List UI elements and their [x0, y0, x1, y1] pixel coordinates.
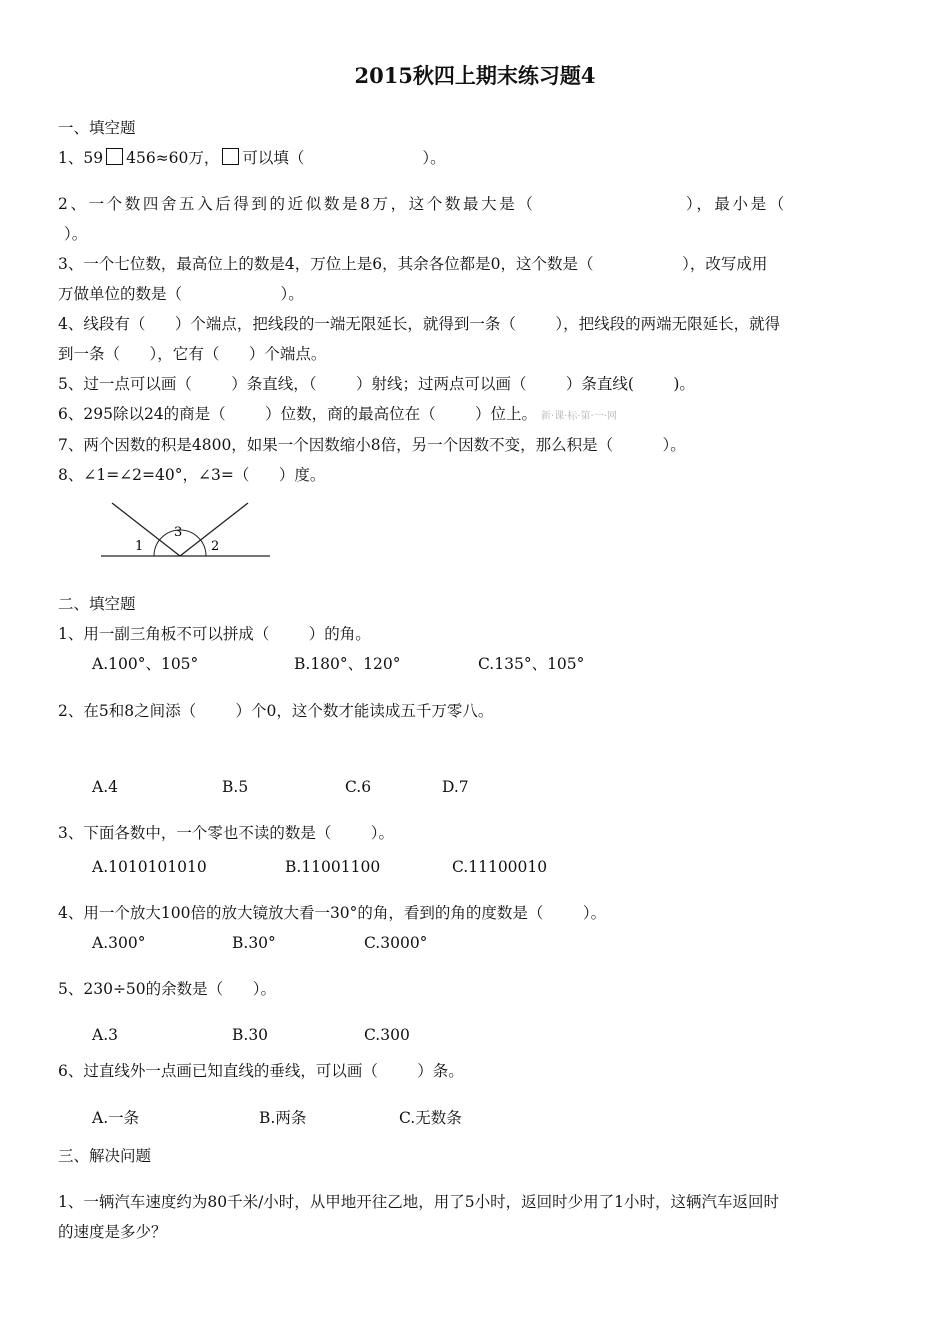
section2-heading: 二、填空题 [58, 595, 136, 613]
s2-q5-option-b: B.30 [232, 1026, 269, 1044]
s2-q4-option-c: C.3000° [364, 934, 428, 952]
s1-q2-line2: ）。 [64, 225, 88, 243]
angle-figure [98, 497, 273, 569]
s2-q4: 4、用一个放大100倍的放大镜放大看一30°的角，看到的角的度数是（ ）。 [58, 904, 607, 922]
s1-q1-part-b: 456≈60万， [126, 149, 220, 167]
s2-q3-option-c: C.11100010 [452, 858, 548, 876]
s2-q4-option-a: A.300° [92, 934, 146, 952]
section3-heading: 三、解决问题 [58, 1147, 152, 1165]
s1-q2-line1 [58, 193, 787, 215]
s2-q1-option-a: A.100°、105° [92, 655, 199, 673]
s1-q7: 7、两个因数的积是4800，如果一个因数缩小8倍，另一个因数不变，那么积是（ ）。 [58, 436, 686, 454]
page-title: 2015秋四上期末练习题4 [354, 63, 596, 88]
s1-q1-part-c: 可以填（ [242, 149, 305, 167]
s1-q3-line1: 3、一个七位数，最高位上的数是4，万位上是6，其余各位都是0，这个数是（ ），改写成用 [58, 255, 768, 273]
ray-left [112, 503, 183, 556]
s1-q6 [58, 403, 617, 428]
s2-q2-option-c: C.6 [345, 778, 372, 796]
angle-1-label: 1 [135, 539, 144, 554]
section1-heading: 一、填空题 [58, 119, 136, 137]
s2-q2: 2、在5和8之间添（ ）个0，这个数才能读成五千万零八。 [58, 702, 494, 720]
s2-q5: 5、230÷50的余数是（ ）。 [58, 980, 276, 998]
s2-q2-option-b: B.5 [222, 778, 249, 796]
angle-2-label: 2 [211, 539, 220, 554]
s2-q5-option-a: A.3 [92, 1026, 118, 1044]
s2-q6: 6、过直线外一点画已知直线的垂线，可以画（ ）条。 [58, 1062, 464, 1080]
s1-q2-text: 2、一个数四舍五入后得到的近似数是8万，这个数最大是（ ），最小是（ [58, 195, 787, 213]
s2-q3: 3、下面各数中，一个零也不读的数是（ ）。 [58, 824, 395, 842]
s2-q1-option-b: B.180°、120° [294, 655, 401, 673]
watermark: 新·课·标·第·一·网 [541, 411, 617, 422]
s2-q3-option-a: A.1010101010 [92, 858, 207, 876]
s1-q1-part-a: 1、59 [58, 149, 104, 167]
blank-box [222, 148, 239, 165]
s2-q5-option-c: C.300 [364, 1026, 410, 1044]
s2-q2-option-a: A.4 [92, 778, 118, 796]
s1-q4-line1: 4、线段有（ ）个端点，把线段的一端无限延长，就得到一条（ ），把线段的两端无限延长，就得 [58, 315, 781, 333]
s2-q3-option-b: B.11001100 [285, 858, 381, 876]
s2-q2-option-d: D.7 [442, 778, 469, 796]
s3-q1-line2: 的速度是多少？ [58, 1223, 167, 1241]
s2-q1: 1、用一副三角板不可以拼成（ ）的角。 [58, 625, 371, 643]
s2-q4-option-b: B.30° [232, 934, 276, 952]
s2-q1-option-c: C.135°、105° [478, 655, 585, 673]
s1-q5: 5、过一点可以画（ ）条直线，（ ）射线；过两点可以画（ ）条直线( )。 [58, 375, 695, 393]
s1-q1 [58, 147, 446, 169]
s3-q1-line1: 1、一辆汽车速度约为80千米/小时，从甲地开往乙地，用了5小时，返回时少用了1小时，这辆汽车返回时 [58, 1193, 780, 1211]
s1-q3-line2: 万做单位的数是（ ）。 [58, 285, 304, 303]
s1-q6-text: 6、295除以24的商是（ ）位数，商的最高位在（ ）位上。 [58, 405, 538, 423]
s1-q4-line2: 到一条（ ），它有（ ）个端点。 [58, 345, 327, 363]
s2-q6-option-a: A.一条 [92, 1109, 140, 1127]
s2-q6-option-c: C.无数条 [399, 1109, 462, 1127]
s1-q1-part-d: ）。 [422, 149, 446, 167]
blank-box [106, 148, 123, 165]
s2-q6-option-b: B.两条 [259, 1109, 307, 1127]
s1-q8: 8、∠1=∠2=40°，∠3=（ ）度。 [58, 466, 326, 484]
angle-3-label: 3 [174, 525, 183, 540]
